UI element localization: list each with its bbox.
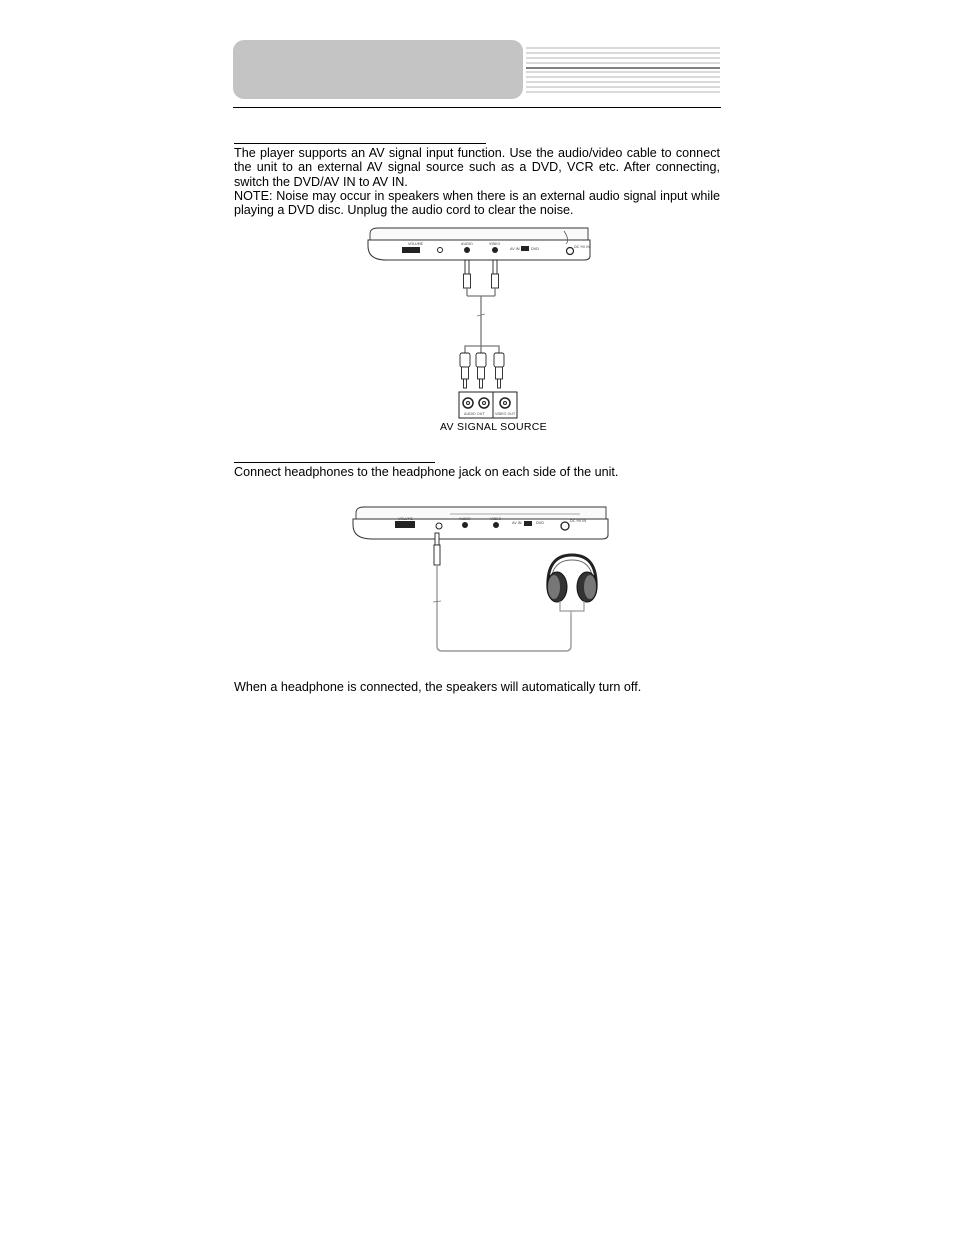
- svg-text:DVD: DVD: [531, 247, 539, 251]
- av-in-paragraph: The player supports an AV signal input function. Use the audio/video cable to connect the unit to an external AV signal source such as a DVD, VCR etc. After connecting, switch the DVD/AV IN to AV IN.: [234, 146, 720, 189]
- svg-text:AUDIO: AUDIO: [461, 242, 473, 246]
- svg-text:VIDEO OUT: VIDEO OUT: [495, 412, 516, 416]
- av-connection-figure: [364, 226, 594, 420]
- section-av-in-rule: [234, 143, 486, 144]
- headphones-paragraph: Connect headphones to the headphone jack on each side of the unit.: [234, 465, 619, 479]
- header-tab: [233, 40, 523, 99]
- svg-text:AUDIO: AUDIO: [459, 517, 471, 521]
- svg-text:AV IN: AV IN: [510, 247, 520, 251]
- svg-text:VOLUME: VOLUME: [408, 242, 424, 246]
- header-rule: [233, 107, 721, 108]
- svg-text:VIDEO: VIDEO: [489, 242, 501, 246]
- headphone-connection-figure: [350, 505, 612, 655]
- svg-text:VOLUME: VOLUME: [398, 517, 414, 521]
- svg-text:DC 9V IN: DC 9V IN: [574, 245, 591, 249]
- av-signal-source-caption: AV SIGNAL SOURCE: [440, 421, 547, 433]
- av-in-note: NOTE: Noise may occur in speakers when there is an external audio signal input while playing a DVD disc. Unplug the audio cord to clear the noise.: [234, 189, 720, 218]
- svg-text:DC 9V IN: DC 9V IN: [570, 519, 587, 523]
- svg-text:AV IN: AV IN: [512, 521, 522, 525]
- header-decorative-lines: [526, 47, 720, 95]
- svg-text:DVD: DVD: [536, 521, 544, 525]
- headphones-footer-note: When a headphone is connected, the speakers will automatically turn off.: [234, 680, 642, 694]
- svg-text:AUDIO OUT: AUDIO OUT: [464, 412, 485, 416]
- section-headphones-rule: [234, 462, 435, 463]
- svg-text:VIDEO: VIDEO: [490, 517, 502, 521]
